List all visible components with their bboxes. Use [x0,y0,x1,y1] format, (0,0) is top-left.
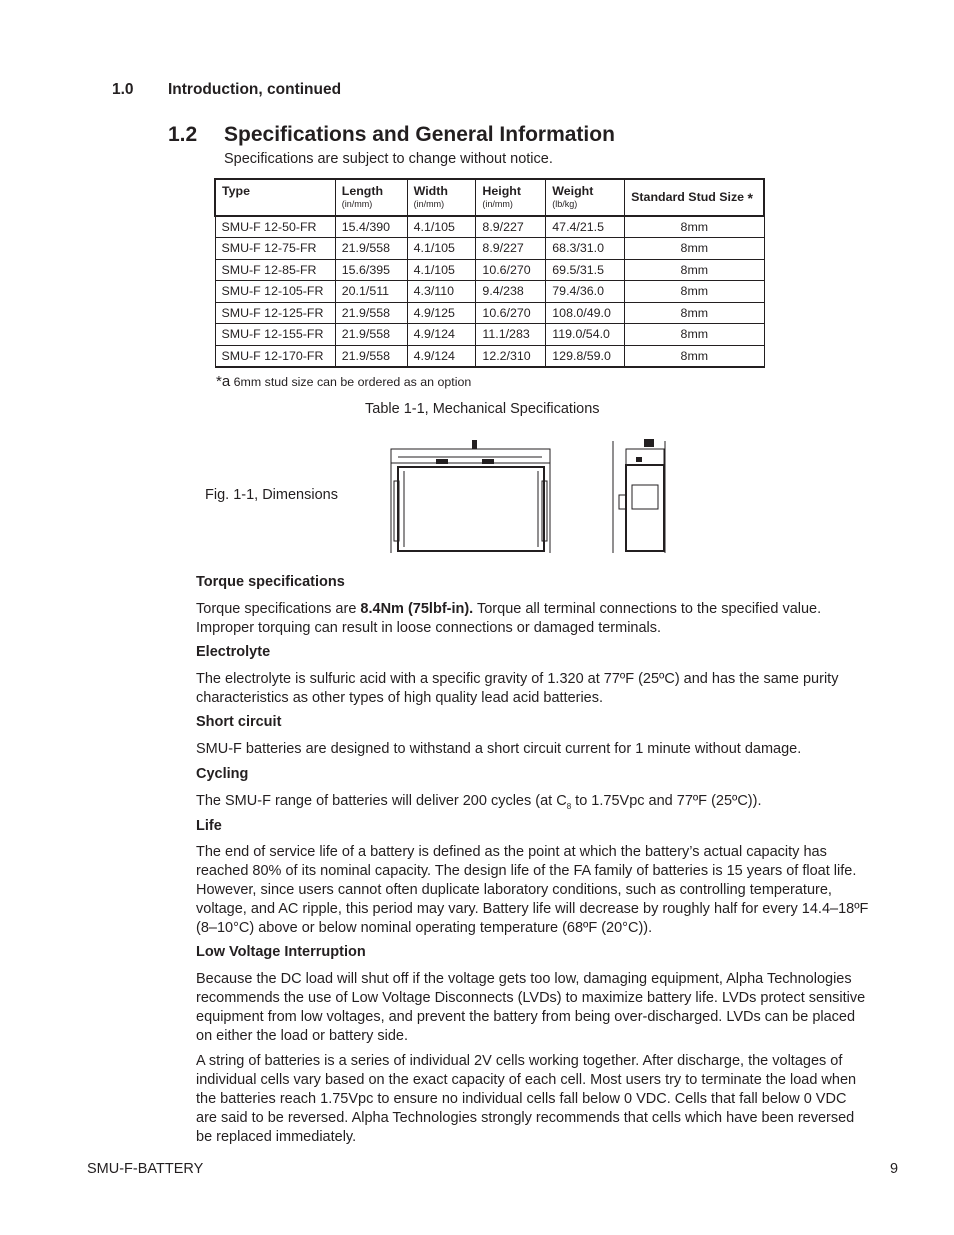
cell-width: 4.9/124 [407,345,476,367]
column-header-width: Width (in/mm) [407,179,476,216]
heading-number: 1.2 [168,123,198,146]
page-title: Specifications and General Information [224,123,615,146]
column-header-height: Height (in/mm) [476,179,546,216]
side-terminal [644,439,654,447]
cell-height: 10.6/270 [476,259,546,281]
lvi-heading: Low Voltage Interruption [196,944,366,960]
cell-width: 4.1/105 [407,238,476,260]
side-vent [636,457,642,462]
front-vent-left [436,459,448,464]
cell-weight: 108.0/49.0 [546,302,625,324]
cell-weight: 129.8/59.0 [546,345,625,367]
cell-width: 4.9/125 [407,302,476,324]
short-circuit-heading: Short circuit [196,714,282,730]
cell-stud-size: 8mm [625,324,764,346]
lvi-text-2: A string of batteries is a series of individual 2V cells working together. After discharge, the voltages of individual cells vary based on the exact capacity of each cell. Most users try to terminate the load when the batteries reach 1.75Vpc to ensure no individual cells fall below 0 VDC. Cells that fall below 0 VDC are said to be reversed. Alpha Technologies strongly recommends that cells which have been reversed be replaced immediately. [196,1053,857,1145]
cell-stud-size: 8mm [625,259,764,281]
side-lid [626,449,664,465]
column-header-stud-size: Standard Stud Size * [625,179,764,216]
electrolyte-text: The electrolyte is sulfuric acid with a specific gravity of 1.320 at 77ºF (25ºC) and has the same purity characteristics as other types of high quality lead acid batteries. [196,671,839,706]
section-number: 1.0 [112,81,134,98]
front-lid [391,449,550,463]
torque-heading: Torque specifications [196,574,345,590]
front-case [398,467,544,551]
battery-dimensions-drawing [380,437,670,555]
torque-text: Torque specifications are 8.4Nm (75lbf-in). Torque all terminal connections to the specified value. Improper torquing can result in loose connections or damaged terminals. [196,601,822,636]
short-circuit-text: SMU-F batteries are designed to withstand a short circuit current for 1 minute without damage. [196,741,802,757]
cell-weight: 47.4/21.5 [546,216,625,238]
cell-height: 9.4/238 [476,281,546,303]
cell-type: SMU-F 12-105-FR [215,281,335,303]
cell-stud-size: 8mm [625,238,764,260]
cell-stud-size: 8mm [625,281,764,303]
cell-type: SMU-F 12-170-FR [215,345,335,367]
cell-width: 4.9/124 [407,324,476,346]
table-row [215,238,764,260]
change-notice: Specifications are subject to change without notice. [224,151,553,167]
mechanical-specifications-table [214,178,765,368]
cell-weight: 79.4/36.0 [546,281,625,303]
cell-height: 10.6/270 [476,302,546,324]
cell-weight: 69.5/31.5 [546,259,625,281]
cell-weight: 119.0/54.0 [546,324,625,346]
section-title: Introduction, continued [168,81,342,98]
side-handle [619,495,626,509]
cell-weight: 68.3/31.0 [546,238,625,260]
cell-type: SMU-F 12-50-FR [215,216,335,238]
front-terminal [472,440,477,449]
table-row [215,281,764,303]
cell-type: SMU-F 12-75-FR [215,238,335,260]
table-row [215,324,764,346]
cell-length: 15.6/395 [335,259,407,281]
cell-length: 21.9/558 [335,324,407,346]
cell-type: SMU-F 12-155-FR [215,324,335,346]
cell-stud-size: 8mm [625,302,764,324]
cell-height: 8.9/227 [476,216,546,238]
life-text: The end of service life of a battery is defined as the point at which the battery’s actual capacity has reached 80% of its nominal capacity. The design life of the FA family of batteries is 15 years of float life. However, since users cannot often duplicate laboratory conditions, such as controlling temperature, voltage, and AC ripple, this period may vary. Battery life will decrease by roughly half for every 14.4–18ºF (8–10°C) above or below nominal operating temperature (68ºF (20°C)). [196,844,869,936]
page-number: 9 [890,1161,899,1177]
cell-width: 4.1/105 [407,259,476,281]
figure-caption: Fig. 1-1, Dimensions [205,487,338,503]
electrolyte-heading: Electrolyte [196,644,271,660]
cell-height: 12.2/310 [476,345,546,367]
table-row [215,259,764,281]
cell-length: 21.9/558 [335,345,407,367]
table-caption: Table 1-1, Mechanical Specifications [365,401,600,417]
life-heading: Life [196,818,222,834]
cell-width: 4.1/105 [407,216,476,238]
cell-stud-size: 8mm [625,216,764,238]
cell-length: 15.4/390 [335,216,407,238]
table-footnote: *a 6mm stud size can be ordered as an option [216,373,472,390]
column-header-weight: Weight (lb/kg) [546,179,625,216]
column-header-length: Length (in/mm) [335,179,407,216]
cell-height: 11.1/283 [476,324,546,346]
table-header-row [215,179,764,216]
cell-width: 4.3/110 [407,281,476,303]
front-vent-right [482,459,494,464]
cell-length: 20.1/511 [335,281,407,303]
column-header-type: Type [215,179,335,216]
side-label-plate [632,485,658,509]
cell-length: 21.9/558 [335,238,407,260]
table-row [215,302,764,324]
cell-type: SMU-F 12-85-FR [215,259,335,281]
table-row [215,216,764,238]
cell-type: SMU-F 12-125-FR [215,302,335,324]
table-row [215,345,764,367]
footer-product-name: SMU-F-BATTERY [87,1161,204,1177]
cycling-heading: Cycling [196,766,249,782]
cycling-text: The SMU-F range of batteries will deliver 200 cycles (at $C_8$ to 1.75Vpc and 77ºF (25ºC)). [196,793,762,811]
cell-stud-size: 8mm [625,345,764,367]
cell-height: 8.9/227 [476,238,546,260]
cell-length: 21.9/558 [335,302,407,324]
lvi-text-1: Because the DC load will shut off if the voltage gets too low, damaging equipment, Alpha Technologies recommends the use of Low Voltage Disconnects (LVDs) to maximize battery life. LVDs protect sensitive equipment from low voltages, and prevent the battery from being over-discharged. LVDs can be placed on either the load or battery side. [196,971,866,1044]
